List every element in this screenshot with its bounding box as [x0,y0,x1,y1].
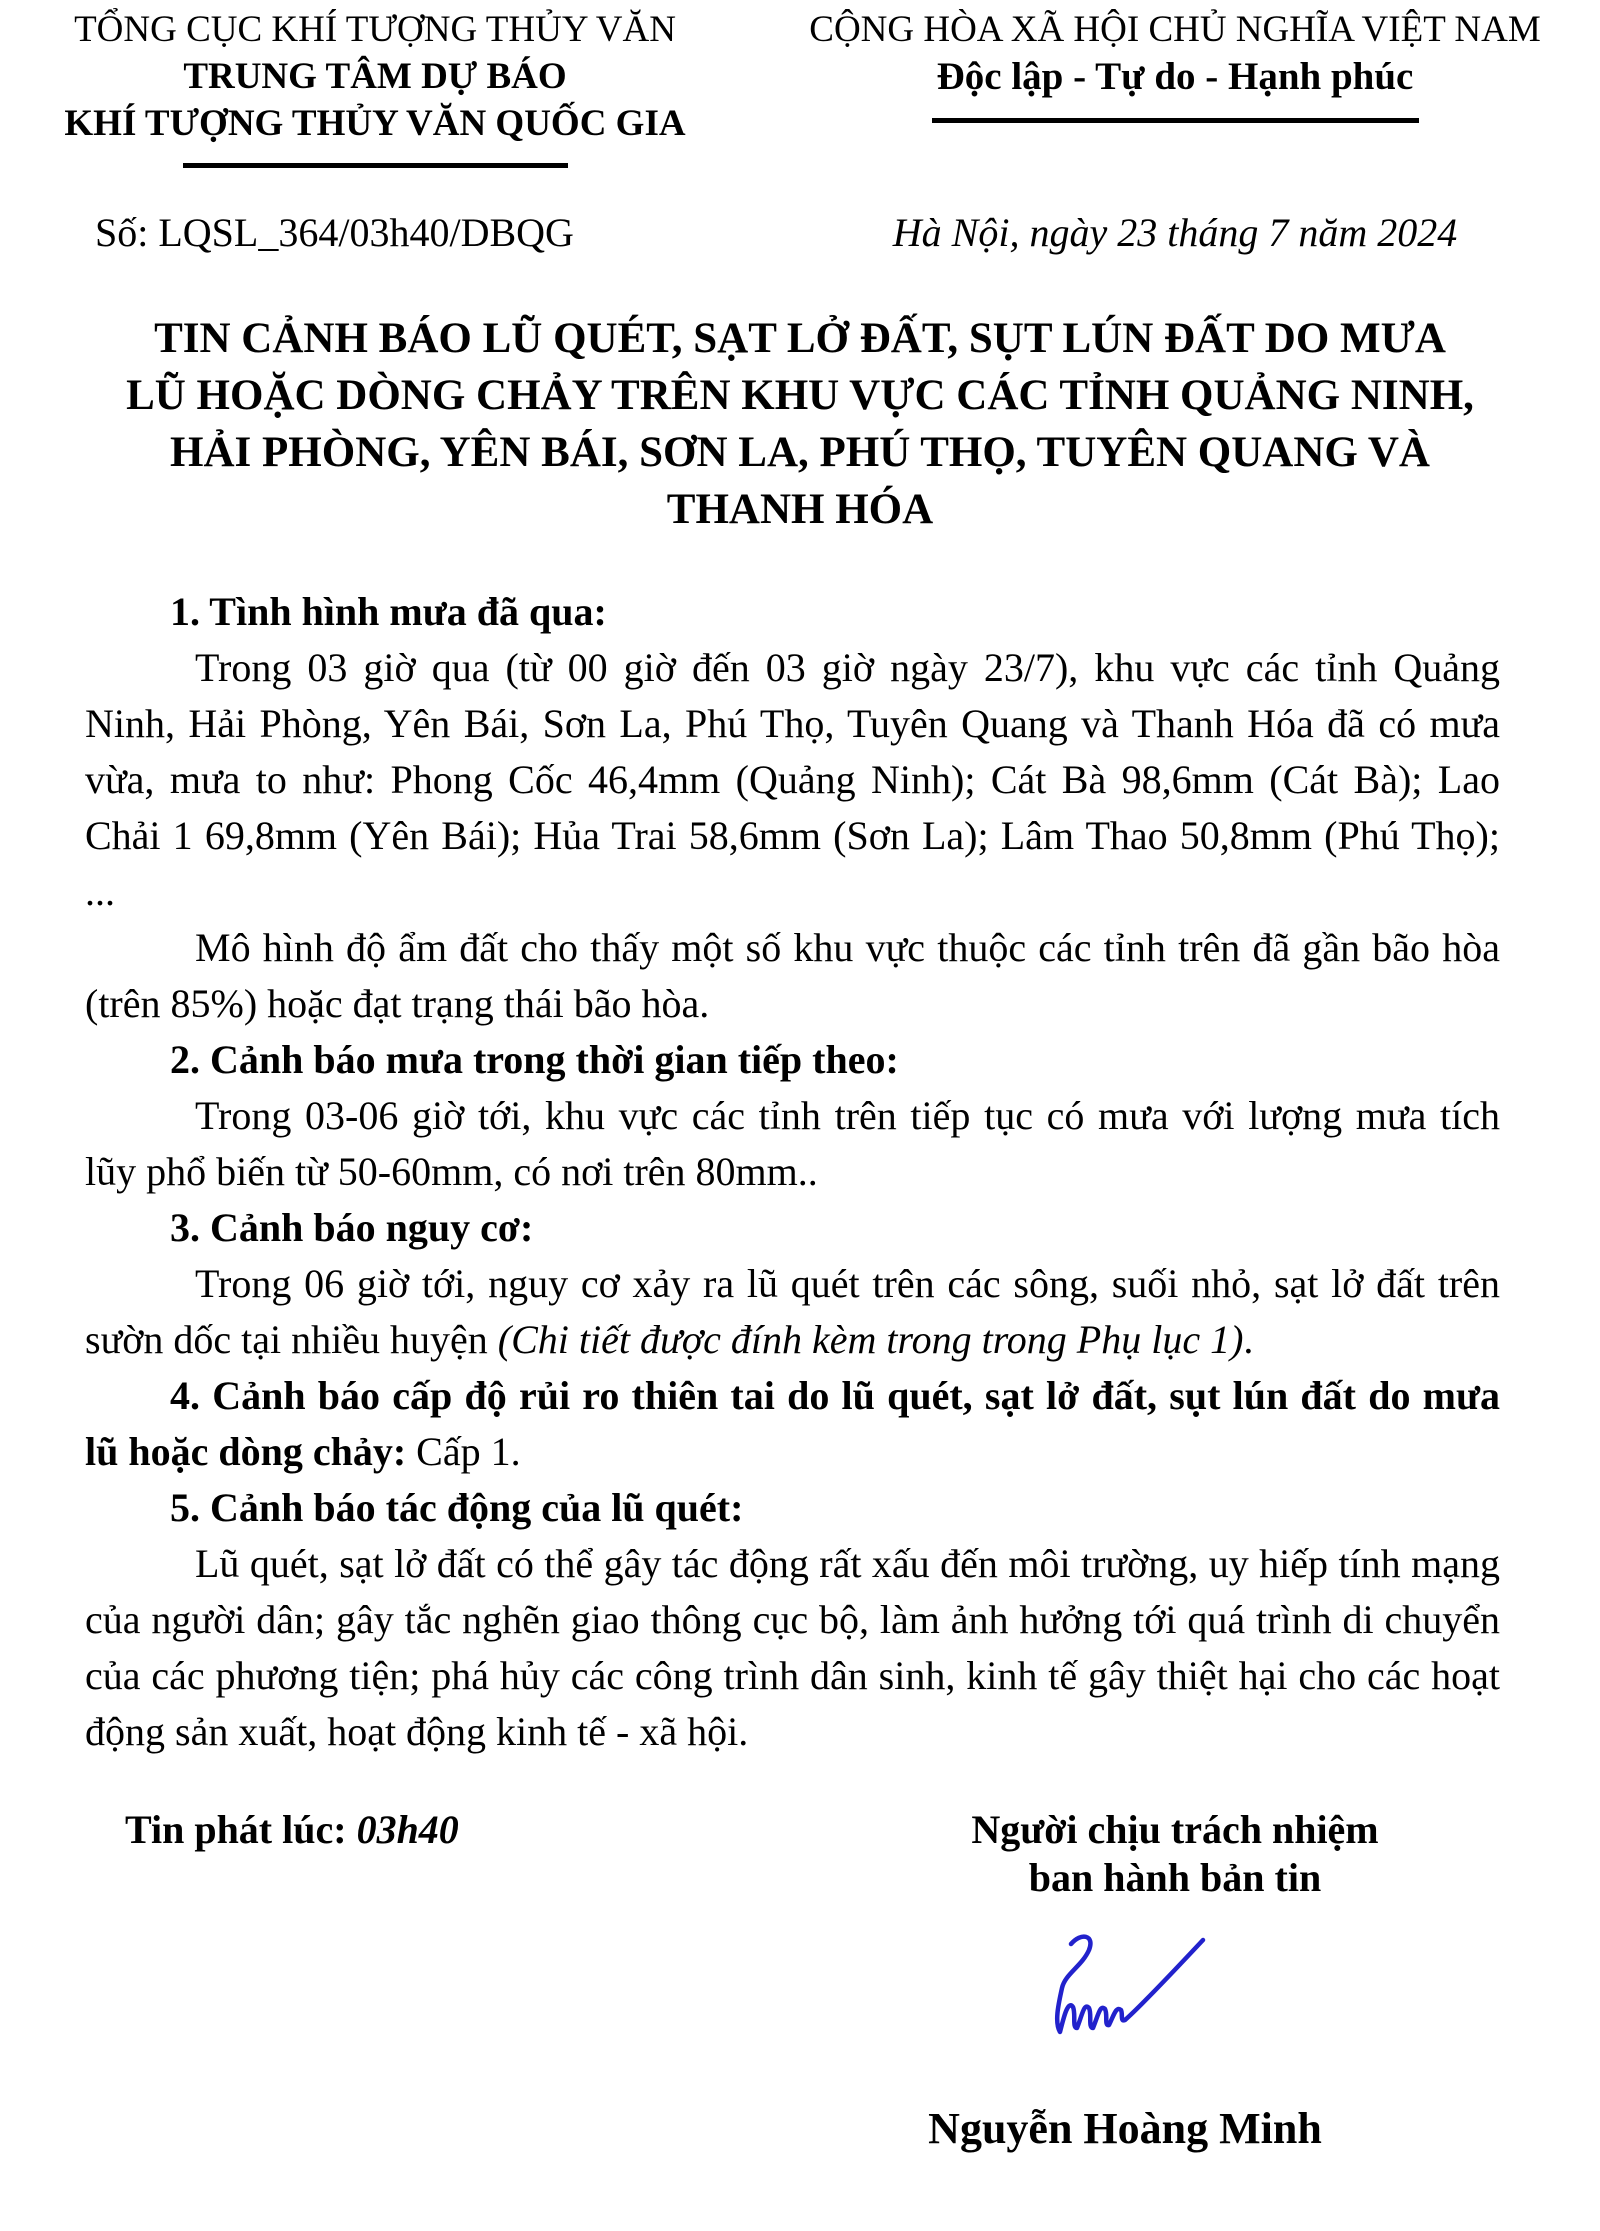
country-title: CỘNG HÒA XÃ HỘI CHỦ NGHĨA VIỆT NAM [809,9,1541,50]
risk-level-value: Cấp 1. [406,1429,521,1474]
motto-underline [932,118,1419,123]
issue-time-line [0,1806,750,1902]
responsible-person-block [750,1806,1600,1902]
org-name-line2: KHÍ TƯỢNG THỦY VĂN QUỐC GIA [64,103,686,144]
section-2-paragraph-1: Trong 03-06 giờ tới, khu vực các tỉnh trên tiếp tục có mưa với lượng mưa tích lũy phổ biến từ 50-60mm, có nơi trên 80mm.. [85,1093,1500,1194]
org-name-line1: TRUNG TÂM DỰ BÁO [183,56,567,97]
section-4-heading [85,1368,1500,1480]
issue-time-value: 03h40 [356,1807,459,1852]
section-1-paragraph-1: Trong 03 giờ qua (từ 00 giờ đến 03 giờ ngày 23/7), khu vực các tỉnh Quảng Ninh, Hải Phòng, Yên Bái, Sơn La, Phú Thọ, Tuyên Quang và Thanh Hóa đã có mưa vừa, mưa to như: Phong Cốc 46,4mm (Quảng Ninh); Cát Bà 98,6mm (Cát Bà); Lao Chải 1 69,8mm (Yên Bái); Hủa Trai 58,6mm (Sơn La); Lâm Thao 50,8mm (Phú Thọ); ... [85,645,1500,914]
section-5-heading: 5. Cảnh báo tác động của lũ quét: [170,1485,744,1530]
risk-text: Trong 06 giờ tới, nguy cơ xảy ra lũ quét trên các sông, suối nhỏ, sạt lở đất trên sườn dốc tại nhiều huyện [85,1261,1500,1362]
national-motto: Độc lập - Tự do - Hạnh phúc [936,55,1414,98]
section-1-paragraph-2: Mô hình độ ẩm đất cho thấy một số khu vực thuộc các tỉnh trên đã gần bão hòa (trên 85%) hoặc đạt trạng thái bão hòa. [85,925,1500,1026]
meta-row [0,208,1600,258]
title-line-4: THANH HÓA [666,486,934,533]
responsible-line-2: ban hành bản tin [1028,1855,1322,1900]
national-header-block [750,6,1600,168]
title-line-3: HẢI PHÒNG, YÊN BÁI, SƠN LA, PHÚ THỌ, TUYÊN QUANG VÀ [170,429,1430,476]
signature-icon [1023,1928,1228,2038]
section-2-heading: 2. Cảnh báo mưa trong thời gian tiếp theo: [170,1037,899,1082]
section-1-heading: 1. Tình hình mưa đã qua: [170,589,607,634]
sentence-end: . [1243,1317,1254,1362]
section-3-heading: 3. Cảnh báo nguy cơ: [170,1205,534,1250]
org-underline [183,163,568,168]
issue-time-label: Tin phát lúc: [125,1807,357,1852]
appendix-note: (Chi tiết được đính kèm trong trong Phụ lục 1) [497,1317,1244,1362]
signer-name: Nguyễn Hoàng Minh [928,2104,1322,2153]
doc-number: Số: LQSL_364/03h40/DBQG [95,210,574,255]
section-5-paragraph-1: Lũ quét, sạt lở đất có thể gây tác động rất xấu đến môi trường, uy hiếp tính mạng của người dân; gây tắc nghẽn giao thông cục bộ, làm ảnh hưởng tới quá trình di chuyển của các phương tiện; phá hủy các công trình dân sinh, kinh tế gây thiệt hại cho các hoạt động sản xuất, hoạt động kinh tế - xã hội. [85,1541,1500,1754]
document-title [0,310,1600,538]
issuing-org-block [0,6,750,168]
title-line-1: TIN CẢNH BÁO LŨ QUÉT, SẠT LỞ ĐẤT, SỤT LÚN ĐẤT DO MƯA [154,315,1446,362]
title-line-2: LŨ HOẶC DÒNG CHẢY TRÊN KHU VỰC CÁC TỈNH QUẢNG NINH, [126,372,1474,419]
document-body [0,584,1600,1760]
section-3-paragraph-1 [85,1256,1500,1368]
signature-block [750,1902,1550,2154]
document-header [0,0,1600,168]
risk-level-label: 4. Cảnh báo cấp độ rủi ro thiên tai do lũ quét, sạt lở đất, sụt lún đất do mưa lũ hoặc dòng chảy: [85,1373,1500,1474]
date-line: Hà Nội, ngày 23 tháng 7 năm 2024 [892,210,1458,255]
footer-row [0,1806,1600,1902]
responsible-line-1: Người chịu trách nhiệm [971,1807,1379,1852]
org-parent-name: TỔNG CỤC KHÍ TƯỢNG THỦY VĂN [74,9,676,50]
